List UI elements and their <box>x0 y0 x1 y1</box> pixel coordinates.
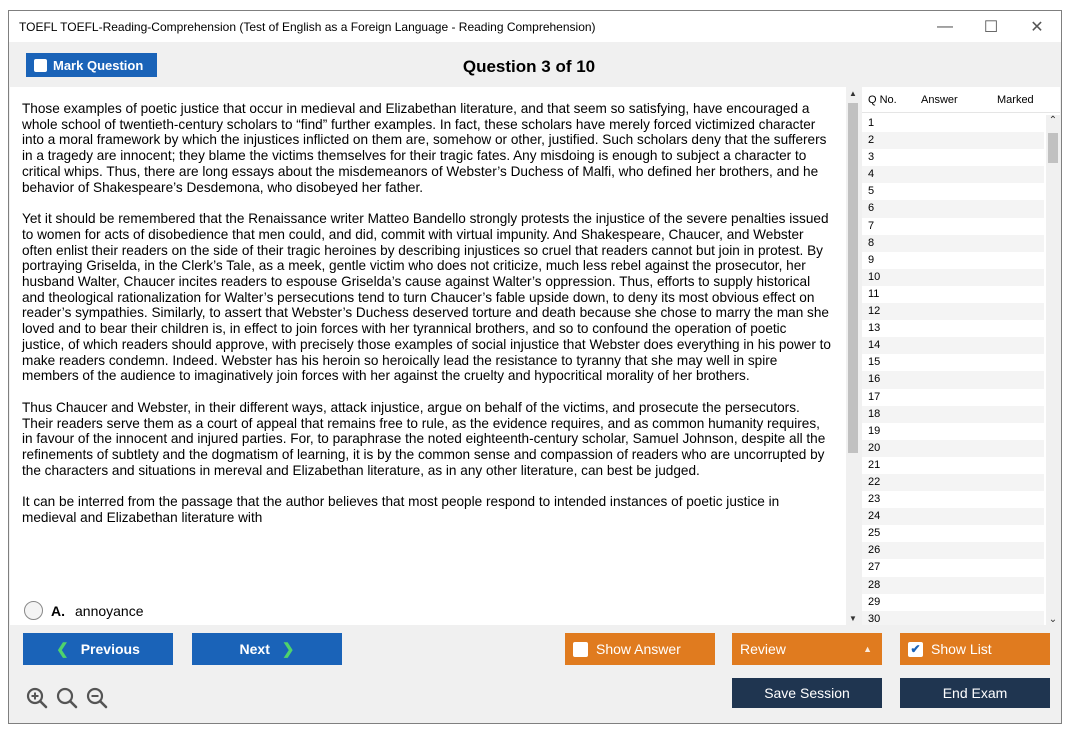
review-dropdown[interactable] <box>732 633 882 665</box>
zoom-reset-icon[interactable] <box>56 687 78 709</box>
previous-button[interactable] <box>23 633 173 665</box>
question-list-scrollbar[interactable] <box>1046 115 1060 625</box>
question-list-row[interactable]: 4 <box>862 166 1044 183</box>
question-list-rows <box>862 115 1044 625</box>
review-label: Review <box>740 641 786 657</box>
question-list-row[interactable]: 14 <box>862 337 1044 354</box>
show-list-checkbox-icon[interactable]: ✔ <box>908 642 923 657</box>
question-list-row[interactable]: 21 <box>868 458 881 471</box>
show-answer-button[interactable] <box>565 633 715 665</box>
question-list-row[interactable]: 13 <box>868 322 881 335</box>
show-answer-checkbox-icon[interactable] <box>573 642 588 657</box>
close-button[interactable]: ✕ <box>1030 19 1044 36</box>
question-list-row[interactable]: 28 <box>862 577 1044 594</box>
chevron-left-icon: ❮ <box>56 641 69 658</box>
option-a-letter: A. <box>51 602 65 619</box>
minimize-button[interactable]: — <box>937 18 953 35</box>
passage-paragraph: Thus Chaucer and Webster, in their different ways, attack injustice, argue on behalf of the victims, and prosecute the persecutors. Their readers serve them as a court of appeal that remains free to rule, as the evidence requires, and as common humanity requires, in favour of the innocent and injured parties. For, to paraphrase the noted eighteenth-century scholar, Samuel Johnson, despite all the refinements of subtlety and the dogmatism of learning, it is by the common sense and compassion of readers who are uncorrupted by the characters and situations in mereval and Elizabethan literature, as in any other literature, can best be judged. <box>22 399 826 478</box>
question-list-row[interactable]: 1 <box>868 117 875 129</box>
question-list-row[interactable]: 5 <box>868 185 875 198</box>
option-a-radio[interactable] <box>24 601 43 620</box>
chevron-right-icon: ❯ <box>281 641 295 658</box>
list-scroll-up-icon[interactable]: ⌃ <box>1048 115 1058 126</box>
answer-option-a[interactable] <box>24 601 144 620</box>
maximize-button[interactable]: ☐ <box>983 19 999 36</box>
question-list-panel <box>862 87 1060 625</box>
next-button[interactable] <box>192 633 342 665</box>
show-list-button[interactable] <box>900 633 1050 665</box>
content-scroll-thumb[interactable] <box>848 103 858 453</box>
window-title: TOEFL TOEFL-Reading-Comprehension (Test of English as a Foreign Language - Reading Comprehension) <box>19 20 596 34</box>
question-stem: It can be interred from the passage that the author believes that most people respond to intended instances of poetic justice in medieval and Elizabethan literature with <box>22 494 780 526</box>
question-list-row[interactable]: 19 <box>868 424 881 437</box>
passage-paragraph: Those examples of poetic justice that occur in medieval and Elizabethan literature, and that seem so satisfying, have encouraged a whole school of twentieth-century scholars to “find” further examples. In fact, these scholars have merely forced victimized character into a moral framework by which the injustices inflicted on them are, somehow or other, justified. Such scholars deny that the sufferers in a tragedy are innocent; they blame the victims themselves for their tragic fates. Any misdoing is enough to subject a character to critical whips. Thus, there are long essays about the misdemeanors of Webster’s Duchess of Malfi, who defined her brothers, and he behavior of Shakespeare’s Desdemona, who disobeyed her father. <box>22 101 827 195</box>
question-counter-title: Question 3 of 10 <box>462 57 596 76</box>
question-list-row[interactable]: 3 <box>868 151 875 164</box>
content-scrollbar[interactable] <box>846 87 860 625</box>
question-list-row[interactable]: 24 <box>862 508 1044 525</box>
question-list-row[interactable]: 26 <box>862 542 1044 559</box>
question-list-row[interactable]: 22 <box>862 474 1044 491</box>
question-list-row[interactable]: 10 <box>862 269 1044 286</box>
header-qno: Q No. <box>868 94 897 106</box>
question-list-row[interactable]: 8 <box>862 235 1044 252</box>
question-list-header <box>862 87 1060 113</box>
question-list-row[interactable]: 30 <box>862 611 1044 625</box>
question-list-row[interactable]: 18 <box>862 406 1044 423</box>
header-answer: Answer <box>921 94 958 106</box>
question-list-row[interactable]: 12 <box>862 303 1044 320</box>
question-list-row[interactable]: 23 <box>868 493 881 506</box>
caret-up-icon: ▲ <box>863 644 872 654</box>
scroll-up-arrow-icon[interactable]: ▲ <box>849 89 857 98</box>
reading-passage <box>22 101 832 526</box>
question-list-row[interactable]: 15 <box>868 356 881 369</box>
passage-paragraph: Yet it should be remembered that the Renaissance writer Matteo Bandello strongly protests the injustice of the severe penalties issued to women for acts of disobedience that men could, and did, commit with virtual impunity. And Shakespeare, Chaucer, and Webster often enlist their readers on the side of their tragic heroines by describing injustices so cruel that readers cannot but join in protest. By portraying Griselda, in the Clerk’s Tale, as a meek, gentle victim who does not criticize, much less rebel against the prosecutor, her husband Walter, Chaucer incites readers to espouse Griselda’s cause against Walter’s oppression. Thus, efforts to supply historical and theological rationalization for Walter’s persecutions tend to turn Chaucer’s fable upside down, to deny its most obvious effect on reader’s sympathies. Similarly, to assert that Webster’s Duchess deserved torture and death because she chose to marry the man she loved and to bear their children is, in effect to join forces with her tyrannical brothers, and so to confound the operation of poetic justice, of which readers should approve, with precisely those examples of social injustice that Webster does everything in his power to make readers condemn. Indeed. Webster has his heroin so heroically lead the resistance to tyranny that she may well in spire members of the audience to imaginatively join forces with her against the cruelty and hypocritical morality of her brothers. <box>22 211 831 384</box>
list-scroll-down-icon[interactable]: ⌄ <box>1048 614 1058 625</box>
zoom-in-icon[interactable] <box>26 687 48 709</box>
next-label: Next <box>239 641 270 657</box>
mark-question-button[interactable] <box>26 53 157 77</box>
scroll-down-arrow-icon[interactable]: ▼ <box>849 614 857 623</box>
save-session-button[interactable]: Save Session <box>732 678 882 708</box>
question-list-row[interactable]: 6 <box>862 200 1044 217</box>
question-list-row[interactable]: 25 <box>868 527 881 540</box>
question-list-row[interactable]: 16 <box>862 371 1044 388</box>
show-list-label: Show List <box>931 641 992 657</box>
show-answer-label: Show Answer <box>596 641 681 657</box>
previous-label: Previous <box>80 641 140 657</box>
question-list-row[interactable]: 7 <box>868 219 875 232</box>
app-window <box>8 10 1062 724</box>
title-bar <box>9 11 1061 42</box>
question-list-row[interactable]: 27 <box>868 561 881 574</box>
option-a-text: annoyance <box>75 602 144 619</box>
mark-checkbox-icon[interactable] <box>34 59 47 72</box>
question-list-row[interactable]: 20 <box>862 440 1044 457</box>
question-list-row[interactable]: 17 <box>868 390 881 403</box>
zoom-out-icon[interactable] <box>86 687 108 709</box>
mark-question-label: Mark Question <box>53 57 144 73</box>
end-exam-button[interactable]: End Exam <box>900 678 1050 708</box>
list-scroll-thumb[interactable] <box>1048 133 1058 163</box>
question-list-row[interactable]: 9 <box>868 253 875 266</box>
question-content-pane <box>10 87 846 625</box>
question-list-row[interactable]: 2 <box>862 132 1044 149</box>
question-list-row[interactable]: 11 <box>868 287 880 300</box>
header-marked: Marked <box>997 94 1034 106</box>
question-list-row[interactable]: 29 <box>868 595 881 608</box>
